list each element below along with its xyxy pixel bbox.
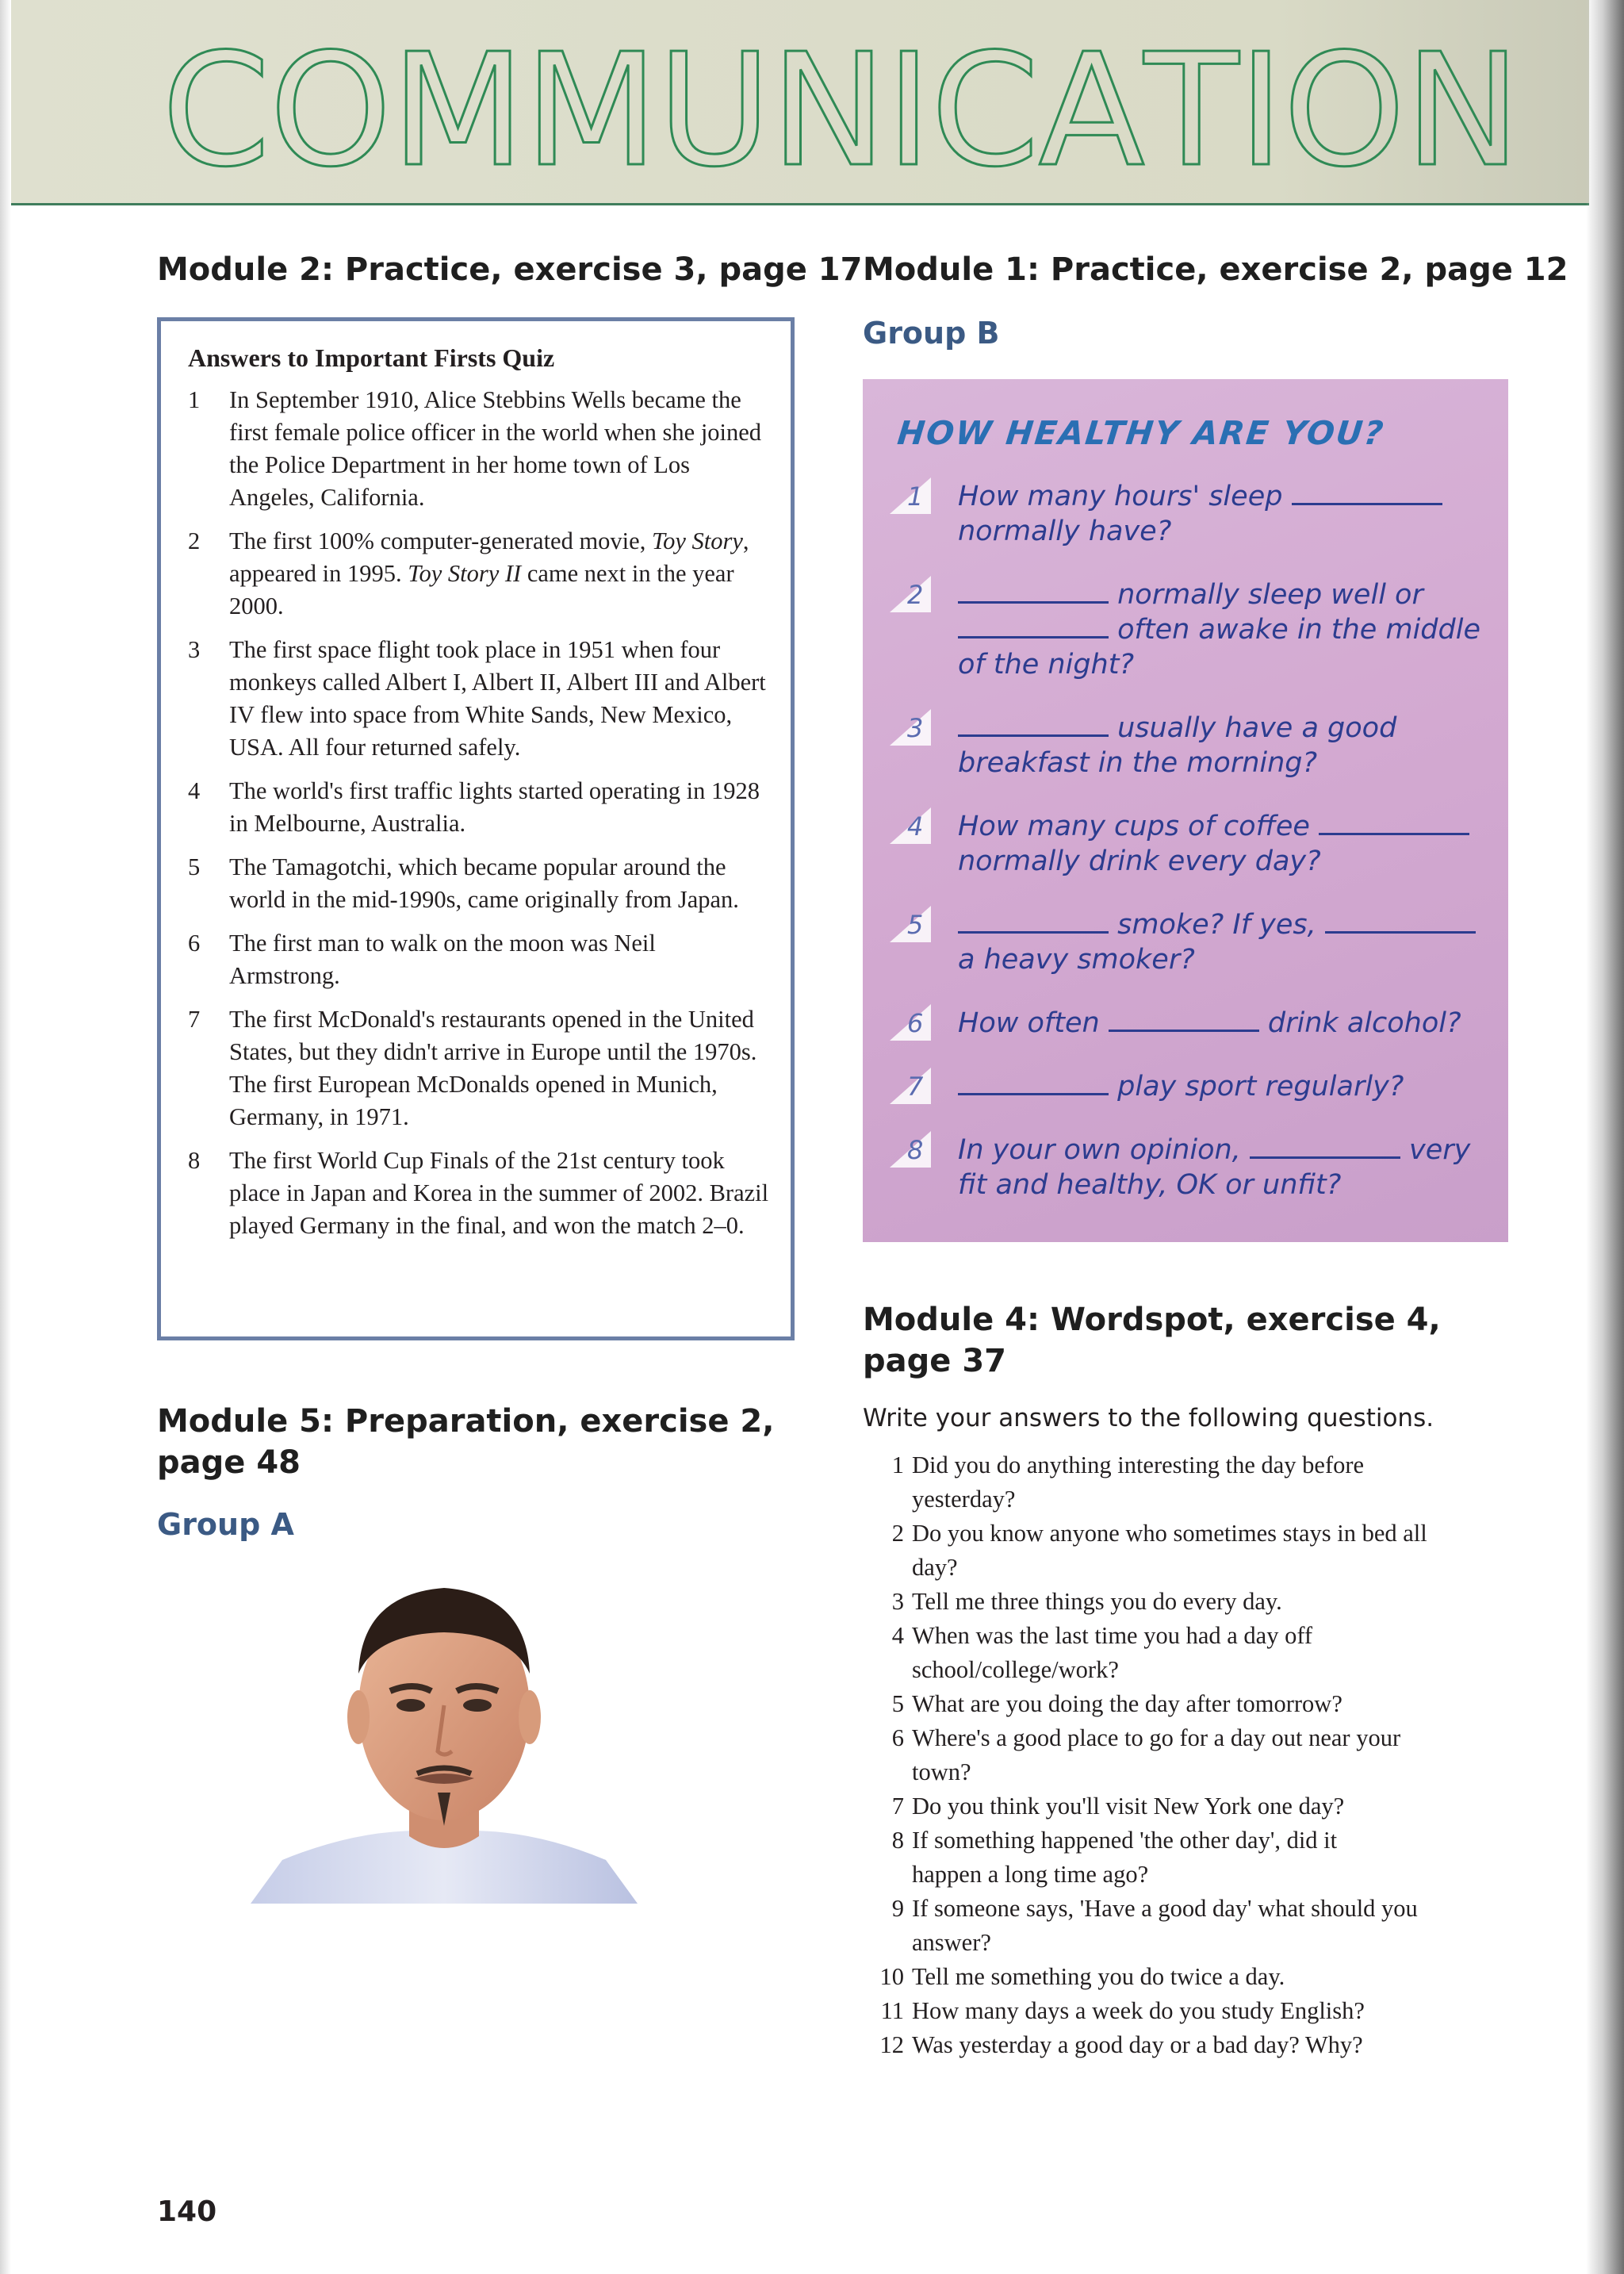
heading-line: page 37 xyxy=(863,1343,1006,1379)
text-run: In your own opinion, xyxy=(958,1134,1250,1166)
text-run: How often xyxy=(958,1007,1109,1039)
item-text xyxy=(912,1687,1513,1721)
item-number: 3 xyxy=(891,1588,904,1615)
man-portrait-image xyxy=(251,1547,638,1904)
item-number: 5 xyxy=(188,853,201,880)
question-text xyxy=(958,907,1505,977)
group-a-label: Group A xyxy=(157,1507,294,1542)
text-run: The first 100% computer-generated movie, xyxy=(229,527,652,554)
text-run: smoke? If yes, xyxy=(1109,909,1325,941)
item-number: 10 xyxy=(879,1963,904,1990)
item-number: 6 xyxy=(188,930,201,957)
text-run: , appeared in 1995. xyxy=(229,527,749,587)
text-run: How many cups of coffee xyxy=(958,811,1320,842)
text-run: normally drink every day? xyxy=(958,846,1321,877)
list-item xyxy=(188,927,770,992)
item-text-line: How many days a week do you study English? xyxy=(912,1997,1365,2024)
list-item xyxy=(863,1721,1513,1789)
list-item xyxy=(188,851,770,916)
item-text-line: If something happened 'the other day', did it xyxy=(912,1827,1338,1854)
item-text: The Tamagotchi, which became popular around the world in the mid-1990s, came originally from Japan. xyxy=(229,853,739,913)
item-number: 8 xyxy=(891,1827,904,1854)
list-item xyxy=(863,1960,1513,1994)
question-number: 4 xyxy=(907,811,924,842)
list-item xyxy=(863,1448,1513,1517)
item-text-line: Tell me three things you do every day. xyxy=(912,1588,1282,1615)
item-number: 4 xyxy=(188,777,201,804)
item-text: The world's first traffic lights started operating in 1928 in Melbourne, Australia. xyxy=(229,777,760,837)
list-item xyxy=(863,1892,1513,1960)
answer-blank[interactable] xyxy=(958,711,1109,737)
item-text xyxy=(912,1585,1513,1619)
item-text-line: school/college/work? xyxy=(912,1656,1119,1683)
question-number: 7 xyxy=(907,1072,924,1102)
text-run: very xyxy=(1400,1134,1471,1166)
question-text xyxy=(958,1133,1505,1202)
item-text-line: When was the last time you had a day off xyxy=(912,1622,1313,1649)
item-text xyxy=(912,1823,1513,1892)
item-text: In September 1910, Alice Stebbins Wells became the first female police officer in the world when she joined the Police Department in her home town of Los Angeles, California. xyxy=(229,386,762,511)
item-number: 8 xyxy=(188,1147,201,1174)
item-text-line: What are you doing the day after tomorrow? xyxy=(912,1690,1342,1717)
question-number: 3 xyxy=(907,713,924,743)
page-number: 140 xyxy=(157,2195,217,2228)
question-number: 6 xyxy=(907,1008,924,1038)
question-number: 8 xyxy=(907,1135,924,1165)
question-text xyxy=(958,1069,1505,1104)
list-item xyxy=(863,1585,1513,1619)
text-run: play sport regularly? xyxy=(1109,1071,1404,1102)
text-run: fit and healthy, OK or unfit? xyxy=(958,1169,1342,1201)
question-text xyxy=(958,809,1505,879)
item-number: 1 xyxy=(891,1451,904,1478)
movie-title: Toy Story II xyxy=(408,560,522,587)
answers-box xyxy=(157,317,795,1340)
item-number: 2 xyxy=(891,1520,904,1547)
page-spine-shadow xyxy=(1586,0,1624,2274)
text-run: drink alcohol? xyxy=(1258,1007,1461,1039)
answers-list xyxy=(188,384,770,1242)
list-item xyxy=(188,525,770,623)
section-banner xyxy=(11,0,1589,205)
item-number: 3 xyxy=(188,636,201,663)
answer-blank[interactable] xyxy=(1319,809,1469,835)
banner-title-text: C O M M U N I C A T I O N xyxy=(162,21,1518,201)
question-number: 5 xyxy=(907,910,924,940)
heading-line: Module 4: Wordspot, exercise 4, xyxy=(863,1302,1441,1338)
item-text xyxy=(912,1517,1513,1585)
item-text-line: day? xyxy=(912,1554,958,1581)
item-text-line: answer? xyxy=(912,1929,991,1956)
item-text-line: yesterday? xyxy=(912,1486,1016,1513)
list-item xyxy=(863,1619,1513,1687)
module2-heading: Module 2: Practice, exercise 3, page 17 xyxy=(157,251,863,288)
text-run: often awake in the middle xyxy=(1109,614,1480,646)
question-text xyxy=(958,577,1505,682)
list-item xyxy=(863,1687,1513,1721)
item-text xyxy=(912,1994,1513,2028)
answer-blank[interactable] xyxy=(1109,1006,1259,1032)
movie-title: Toy Story xyxy=(651,527,743,554)
item-text xyxy=(912,1448,1513,1517)
answers-title: Answers to Important Firsts Quiz xyxy=(188,343,555,372)
list-item xyxy=(188,634,770,764)
item-text xyxy=(912,1892,1513,1960)
answer-blank[interactable] xyxy=(958,577,1109,604)
item-text-line: happen a long time ago? xyxy=(912,1861,1149,1888)
question-text xyxy=(958,711,1505,780)
item-number: 1 xyxy=(188,386,201,413)
item-text: The first McDonald's restaurants opened in the United States, but they didn't arrive in Europe until the 1970s. The first European McDonalds opened in Munich, Germany, in 1971. xyxy=(229,1006,757,1130)
item-number: 11 xyxy=(880,1997,904,2024)
module5-heading xyxy=(157,1401,774,1483)
item-text-line: Do you know anyone who sometimes stays in bed all xyxy=(912,1520,1427,1547)
wordspot-questions-list xyxy=(863,1448,1513,2062)
question-text xyxy=(958,1006,1505,1041)
text-run: breakfast in the morning? xyxy=(958,747,1318,779)
list-item xyxy=(188,1003,770,1133)
quiz-title: HOW HEALTHY ARE YOU? xyxy=(895,414,1387,452)
health-quiz-panel xyxy=(863,379,1508,1242)
item-text xyxy=(912,1619,1513,1687)
heading-line: Module 5: Preparation, exercise 2, xyxy=(157,1403,775,1440)
item-text-line: Where's a good place to go for a day out near your xyxy=(912,1724,1401,1751)
item-number: 6 xyxy=(891,1724,904,1751)
list-item xyxy=(863,1823,1513,1892)
answer-blank[interactable] xyxy=(1292,479,1442,505)
answer-blank[interactable] xyxy=(958,1069,1109,1095)
item-text-line: If someone says, 'Have a good day' what should you xyxy=(912,1895,1418,1922)
item-text-line: Do you think you'll visit New York one day? xyxy=(912,1793,1345,1820)
question-number: 2 xyxy=(907,580,924,610)
item-number: 2 xyxy=(188,527,201,554)
item-text-line: Tell me something you do twice a day. xyxy=(912,1963,1285,1990)
answer-blank[interactable] xyxy=(958,612,1109,638)
answer-blank[interactable] xyxy=(1325,907,1476,934)
item-number: 7 xyxy=(188,1006,201,1033)
item-text xyxy=(229,525,770,623)
item-text-line: Was yesterday a good day or a bad day? Why? xyxy=(912,2031,1363,2058)
item-text-line: Did you do anything interesting the day before xyxy=(912,1451,1365,1478)
answer-blank[interactable] xyxy=(1250,1133,1400,1159)
page-edge-shadow xyxy=(0,0,11,2274)
list-item xyxy=(863,1517,1513,1585)
item-number: 7 xyxy=(891,1793,904,1820)
list-item xyxy=(188,775,770,840)
text-run: normally sleep well or xyxy=(1109,579,1423,611)
item-text xyxy=(912,2028,1513,2062)
item-text: The first man to walk on the moon was Neil Armstrong. xyxy=(229,930,656,989)
item-number: 9 xyxy=(891,1895,904,1922)
item-number: 5 xyxy=(891,1690,904,1717)
question-text xyxy=(958,479,1505,549)
text-run: How many hours' sleep xyxy=(958,481,1292,512)
text-run: of the night? xyxy=(958,649,1135,681)
item-text-line: town? xyxy=(912,1758,971,1785)
list-item xyxy=(188,384,770,514)
text-run: normally have? xyxy=(958,516,1172,547)
module1-heading: Module 1: Practice, exercise 2, page 12 xyxy=(863,251,1568,288)
item-number: 4 xyxy=(891,1622,904,1649)
list-item xyxy=(863,2028,1513,2062)
module4-heading xyxy=(863,1299,1441,1382)
text-run: came next in the year 2000. xyxy=(229,560,734,619)
item-number: 12 xyxy=(879,2031,904,2058)
heading-line: page 48 xyxy=(157,1444,301,1481)
banner-title xyxy=(162,21,1518,201)
question-number: 1 xyxy=(907,481,924,512)
list-item xyxy=(188,1145,770,1242)
item-text: The first space flight took place in 1951 when four monkeys called Albert I, Albert II, Albert III and Albert IV flew into space from White Sands, New Mexico, USA. All four returned safely. xyxy=(229,636,766,761)
item-text xyxy=(912,1960,1513,1994)
list-item xyxy=(863,1789,1513,1823)
item-text: The first World Cup Finals of the 21st century took place in Japan and Korea in the summer of 2002. Brazil played Germany in the final, and won the match 2–0. xyxy=(229,1147,769,1239)
item-text xyxy=(912,1789,1513,1823)
group-b-label: Group B xyxy=(863,316,1000,351)
answer-blank[interactable] xyxy=(958,907,1109,934)
text-run: usually have a good xyxy=(1109,712,1397,744)
item-text xyxy=(912,1721,1513,1789)
module4-intro: Write your answers to the following questions. xyxy=(863,1404,1434,1432)
list-item xyxy=(863,1994,1513,2028)
text-run: a heavy smoker? xyxy=(958,944,1195,976)
